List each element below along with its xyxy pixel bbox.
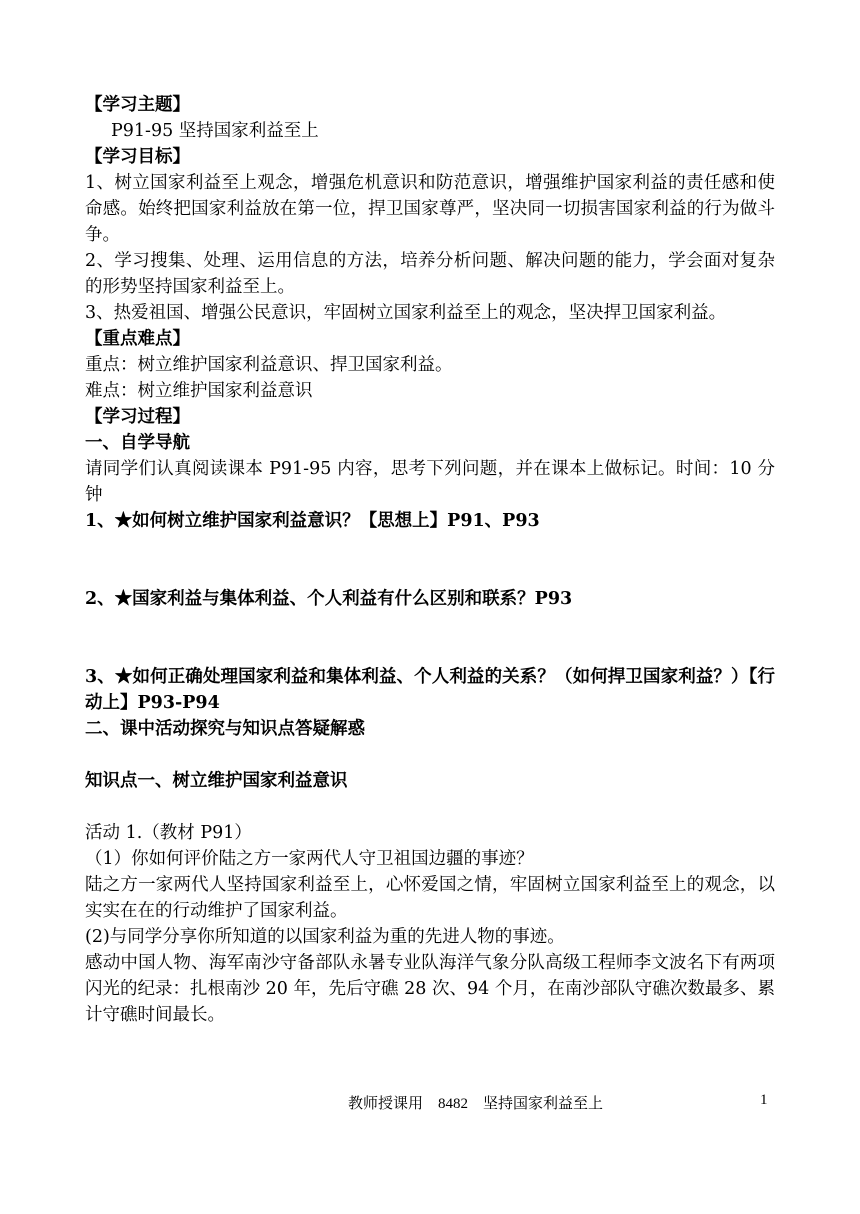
footer-text: 教师授课用 8482 坚持国家利益至上 [348, 1096, 604, 1112]
question-3: 3、★如何正确处理国家利益和集体利益、个人利益的关系？（如何捍卫国家利益？）【行动上】P93-P94 [85, 667, 775, 713]
activity-1-answer-1: 陆之方一家两代人坚持国家利益至上，心怀爱国之情，牢固树立国家利益至上的观念，以实实在在的行动维护了国家利益。 [85, 875, 775, 921]
answer-space-1 [85, 534, 775, 586]
self-study-intro: 请同学们认真阅读课本 P91-95 内容，思考下列问题，并在课本上做标记。时间：10 分钟 [85, 459, 775, 505]
section-self-study-title: 一、自学导航 [85, 433, 190, 453]
goal-item-2: 2、学习搜集、处理、运用信息的方法，培养分析问题、解决问题的能力，学会面对复杂的形势坚持国家利益至上。 [85, 251, 775, 297]
knowledge-point-1-title: 知识点一、树立维护国家利益意识 [85, 771, 348, 791]
document-body [85, 92, 775, 1028]
heading-key-points: 【重点难点】 [85, 329, 190, 349]
page-number: 1 [760, 1092, 768, 1108]
activity-1-label: 活动 1.（教材 P91） [85, 823, 252, 843]
question-1: 1、★如何树立维护国家利益意识？【思想上】P91、P93 [85, 511, 540, 531]
heading-learning-goals: 【学习目标】 [85, 147, 190, 167]
goal-item-3: 3、热爱祖国、增强公民意识，牢固树立国家利益至上的观念，坚决捍卫国家利益。 [85, 303, 727, 323]
section-activity-title: 二、课中活动探究与知识点答疑解惑 [85, 719, 365, 739]
key-point-text: 重点：树立维护国家利益意识、捍卫国家利益。 [85, 355, 453, 375]
difficulty-text: 难点：树立维护国家利益意识 [85, 381, 313, 401]
heading-learning-process: 【学习过程】 [85, 407, 190, 427]
spacer [85, 742, 775, 768]
activity-1-question-2: (2)与同学分享你所知道的以国家利益为重的先进人物的事迹。 [85, 927, 565, 947]
spacer [85, 794, 775, 820]
goal-item-1: 1、树立国家利益至上观念，增强危机意识和防范意识，增强维护国家利益的责任感和使命感。始终把国家利益放在第一位，捍卫国家尊严，坚决同一切损害国家利益的行为做斗争。 [85, 173, 775, 245]
question-2: 2、★国家利益与集体利益、个人利益有什么区别和联系？P93 [85, 589, 573, 609]
heading-learning-topic: 【学习主题】 [85, 95, 190, 115]
activity-1-question-1: （1）你如何评价陆之方一家两代人守卫祖国边疆的事迹？ [85, 849, 534, 869]
activity-1-answer-2: 感动中国人物、海军南沙守备部队永暑专业队海洋气象分队高级工程师李文波名下有两项闪光的纪录：扎根南沙 20 年，先后守礁 28 次、94 个月，在南沙部队守礁次数最多、累计守礁时间最长。 [85, 953, 775, 1025]
learning-topic-text: P91-95 坚持国家利益至上 [111, 121, 319, 141]
answer-space-2 [85, 612, 775, 664]
